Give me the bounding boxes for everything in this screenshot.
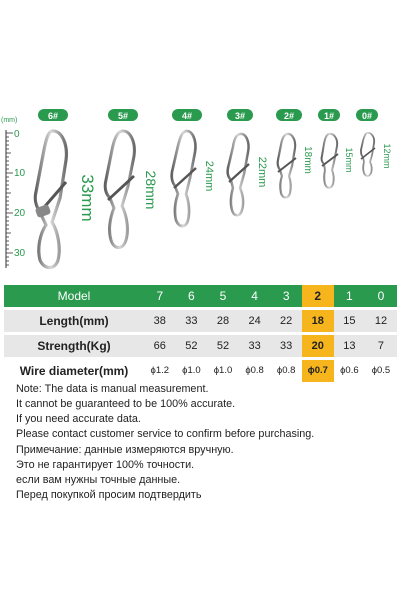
snap-2-length: 18mm: [302, 146, 313, 174]
model-cell-highlighted: 2: [302, 285, 334, 307]
note-line: If you need accurate data.: [16, 413, 141, 425]
row-strength-label: Strength(Kg): [37, 339, 111, 353]
wire-cell: ϕ0.5: [371, 365, 391, 376]
strength-cell-highlighted: 20: [302, 335, 334, 357]
snap-4-length: 24mm: [203, 160, 215, 192]
row-length-label: Length(mm): [39, 314, 109, 328]
row-wire-label: Wire diameter(mm): [19, 364, 129, 378]
snap-0: [356, 109, 392, 176]
snap-6: [35, 109, 97, 268]
note-line: Please contact customer service to confirm before purchasing.: [16, 428, 315, 440]
strength-cell: 33: [248, 340, 261, 352]
ruler-tick-label-30: 30: [14, 248, 26, 259]
model-cell: 5: [219, 289, 227, 303]
note-line: если вам нужны точные данные.: [16, 474, 181, 486]
wire-cell: ϕ1.0: [182, 365, 201, 376]
notes-english: [16, 382, 396, 442]
size-tag-5-label: 5#: [117, 111, 129, 121]
size-tag-4-label: 4#: [181, 111, 193, 121]
wire-cell: ϕ0.8: [245, 365, 264, 376]
note-line: Note: The data is manual measurement.: [16, 383, 209, 395]
length-cell: 24: [248, 315, 261, 327]
strength-cell: 52: [216, 340, 230, 352]
length-cell: 28: [216, 315, 230, 327]
size-tag-2-label: 2#: [283, 111, 295, 121]
length-cell: 33: [185, 315, 198, 327]
strength-cell: 7: [377, 340, 385, 352]
length-cell: 15: [343, 315, 356, 327]
snap-2: [276, 109, 313, 198]
wire-cell: ϕ1.2: [150, 365, 170, 376]
snap-size-figure: [0, 0, 401, 280]
note-line: Перед покупкой просим подтвердить: [16, 489, 202, 501]
size-tag-0-label: 0#: [361, 111, 373, 121]
notes-russian: [16, 443, 396, 503]
length-cell: 38: [153, 315, 166, 327]
snap-1-length: 15mm: [344, 147, 354, 173]
snap-3: [227, 109, 268, 215]
snap-3-length: 22mm: [256, 156, 268, 188]
wire-cell: ϕ0.6: [340, 365, 359, 376]
snap-5-crossbar: [108, 176, 134, 200]
note-line: Это не гарантирует 100% точности.: [16, 459, 195, 471]
row-wire: [4, 360, 397, 382]
ruler-tick-label-10: 10: [14, 168, 26, 179]
row-strength: [4, 335, 397, 357]
ruler-tick-label-0: 0: [14, 129, 20, 140]
snap-4-crossbar: [174, 168, 196, 188]
ruler-unit: (mm): [1, 117, 18, 124]
row-model: [4, 285, 397, 307]
model-cell: 1: [346, 289, 353, 303]
size-tag-1-label: 1#: [323, 111, 335, 121]
wire-cell-highlighted: ϕ0.7: [302, 360, 334, 382]
ruler-ticks: [6, 133, 13, 265]
snap-1: [318, 109, 354, 188]
snap-5-length: 28mm: [143, 170, 159, 210]
strength-cell: 33: [280, 340, 293, 352]
model-cell: 0: [377, 289, 385, 303]
model-cell: 4: [251, 289, 258, 303]
ruler-tick-label-20: 20: [14, 208, 26, 219]
row-length: [4, 310, 397, 332]
wire-cell: ϕ0.8: [276, 365, 296, 376]
strength-cell: 13: [343, 340, 356, 352]
note-line: It cannot be guaranteed to be 100% accurate.: [16, 398, 236, 410]
row-model-label: Model: [57, 289, 91, 303]
note-line: Примечание: данные измеряются вручную.: [16, 444, 234, 456]
model-cell: 6: [188, 289, 195, 303]
snap-2-crossbar: [278, 158, 296, 172]
wire-cell: ϕ1.0: [213, 365, 233, 376]
length-cell-highlighted: 18: [302, 310, 334, 332]
snap-4: [172, 109, 215, 226]
model-cell: 7: [156, 289, 164, 303]
snap-5: [105, 109, 159, 248]
strength-cell: 52: [185, 340, 198, 352]
length-cell: 12: [374, 315, 388, 327]
size-tag-3-label: 3#: [234, 111, 246, 121]
snap-1-crossbar: [322, 154, 338, 166]
model-cell: 3: [282, 289, 290, 303]
size-tag-6-label: 6#: [47, 111, 59, 121]
strength-cell: 66: [153, 340, 166, 352]
spec-table: [4, 285, 397, 385]
snap-3-crossbar: [229, 164, 249, 182]
snap-0-length: 12mm: [382, 143, 392, 169]
length-cell: 22: [280, 315, 293, 327]
snap-6-length: 33mm: [78, 174, 97, 222]
